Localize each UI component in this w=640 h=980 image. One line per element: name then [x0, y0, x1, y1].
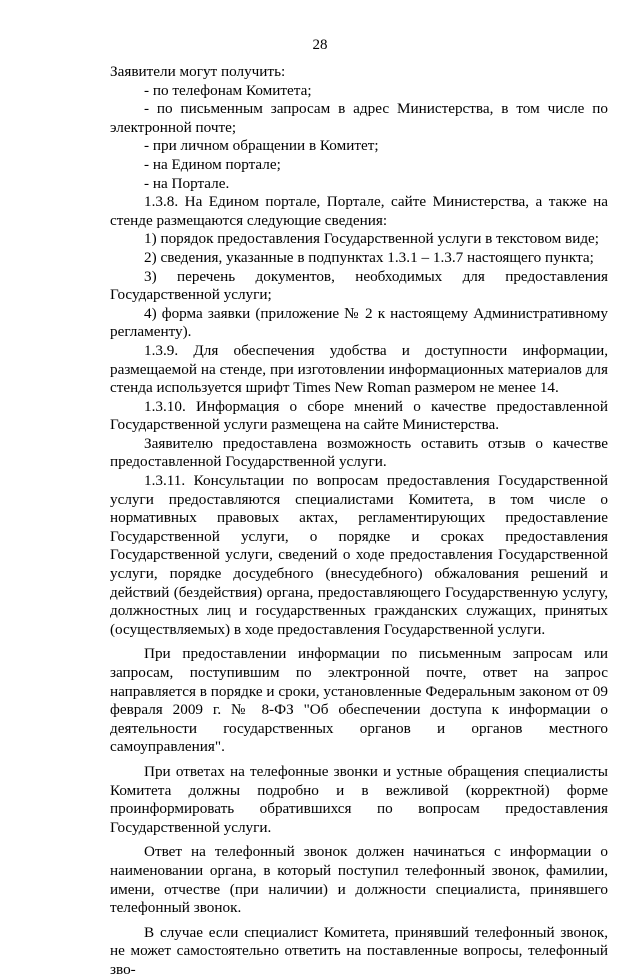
- list-item-information: 2) сведения, указанные в подпунктах 1.3.1 – 1.3.7 настоящего пункта;: [144, 248, 594, 266]
- document-body: [110, 63, 608, 980]
- list-item-unified-portal: - на Едином портале;: [144, 155, 281, 173]
- paragraph-1-3-11: 1.3.11. Консультации по вопросам предоставления Государственной услуги предоставляются специалистами Комитета, в том числе о нормативных правовых актах, регламентирующих предоставление Государственной услуги, о порядке и сроках предоставления Государственной услуги, сведений о ходе предоставления Государственной услуги, порядке досудебного (внесудебного) обжалования решений и действий (бездействия) органа, предоставляющего Государственную услугу, должностных лиц и государственных гражданских служащих, принятых (осуществляемых) в ходе предоставления Государственной услуги.: [110, 472, 608, 638]
- list-item-documents: 3) перечень документов, необходимых для предоставления Государственной услуги;: [110, 267, 608, 304]
- list-item-procedure: 1) порядок предоставления Государственной услуги в текстовом виде;: [144, 230, 600, 248]
- paragraph-feedback: Заявителю предоставлена возможность оставить отзыв о качестве предоставленной Государственной услуги.: [110, 434, 608, 471]
- list-item-written-requests: - по письменным запросам в адрес Министерства, в том числе по электронной почте;: [110, 100, 608, 136]
- paragraph-1-3-8: 1.3.8. На Едином портале, Портале, сайте Министерства, а также на стенде размещаются следующие сведения:: [110, 193, 608, 229]
- paragraph-specialist-unable: В случае если специалист Комитета, принявший телефонный звонок, не может самостоятельно ответить на поставленные вопросы, телефонный зво-: [110, 923, 608, 978]
- paragraph-call-answer: Ответ на телефонный звонок должен начинаться с информации о наименовании органа, в который поступил телефонный звонок, фамилии, имени, отчестве (при наличии) и должности специалиста, принявшего телефонный звонок.: [110, 843, 608, 917]
- paragraph-1-3-10: 1.3.10. Информация о сборе мнений о качестве предоставленной Государственной услуги размещена на сайте Министерства.: [110, 397, 608, 434]
- list-item-portal: - на Портале.: [144, 174, 230, 192]
- list-item-personal-visit: - при личном обращении в Комитет;: [144, 137, 379, 155]
- page-number: 28: [312, 37, 328, 53]
- paragraph-recipients-intro: Заявители могут получить:: [110, 63, 286, 80]
- list-item-phone: - по телефонам Комитета;: [144, 81, 312, 99]
- list-item-application-form: 4) форма заявки (приложение № 2 к настоящему Административному регламенту).: [110, 304, 608, 341]
- paragraph-1-3-9: 1.3.9. Для обеспечения удобства и доступности информации, размещаемой на стенде, при изготовлении информационных материалов для стенда используется шрифт Times New Roman размером не менее 14.: [110, 341, 608, 397]
- paragraph-written-requests: При предоставлении информации по письменным запросам или запросам, поступившим по электронной почте, ответ на запрос направляется в порядке и сроки, установленные Федеральным законом от 09 февраля 2009 г. № 8-ФЗ "Об обеспечении доступа к информации о деятельности государственных органов и органов местного самоуправления".: [110, 645, 608, 756]
- paragraph-phone-calls: При ответах на телефонные звонки и устные обращения специалисты Комитета должны подробно и в вежливой (корректной) форме проинформировать обратившихся по вопросам предоставления Государственной услуги.: [110, 762, 608, 836]
